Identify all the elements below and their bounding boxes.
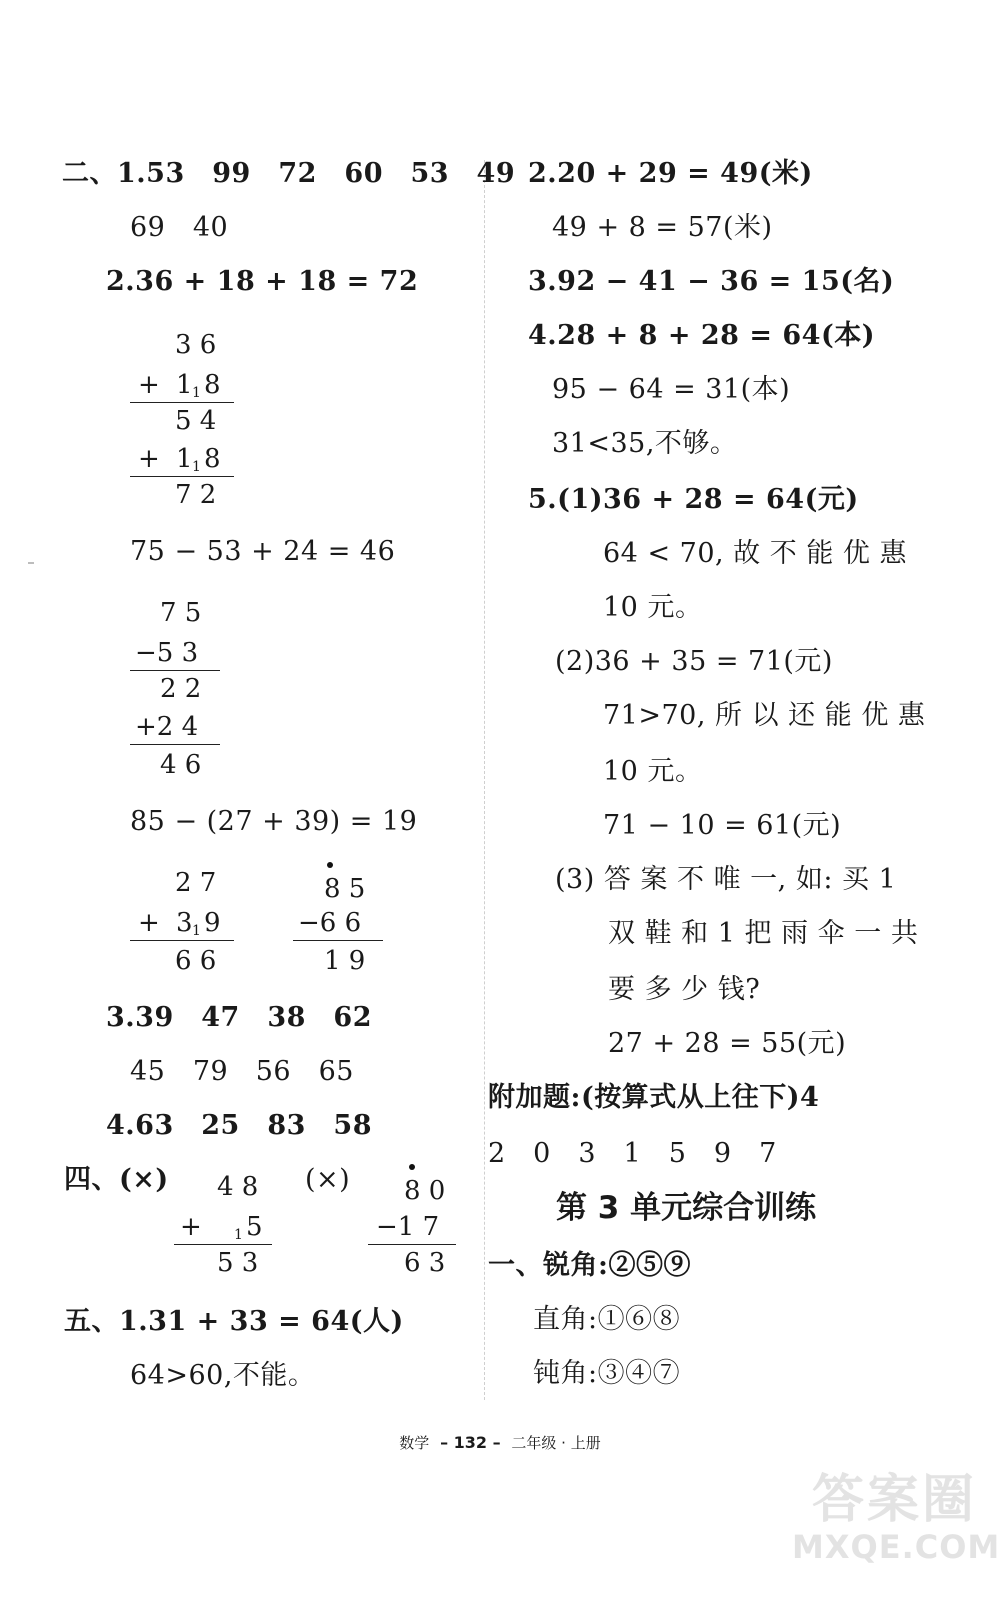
footer-subject: 数学 bbox=[399, 1434, 430, 1452]
right-q5-1-text: 64 < 70, 故 不 能 优 惠 bbox=[603, 538, 907, 569]
right-angles: 直角:①⑥⑧ bbox=[533, 1304, 681, 1335]
right-q5-2-text: 71>70, 所 以 还 能 优 惠 bbox=[603, 700, 926, 731]
right-q5-3: (3) 答 案 不 唯 一, 如: 买 1 bbox=[555, 864, 897, 895]
section-2-q3-cont: 45 79 56 65 bbox=[130, 1056, 354, 1087]
right-q5-3-equation: 27 + 28 = 55(元) bbox=[608, 1028, 847, 1059]
unit-heading: 第 3 单元综合训练 bbox=[556, 1190, 817, 1226]
section-5-q1-answer: 64>60,不能。 bbox=[130, 1360, 316, 1391]
right-q5-2: (2)36 + 35 = 71(元) bbox=[555, 646, 833, 677]
footer-grade: 二年级 · 上册 bbox=[511, 1434, 601, 1452]
section-2-q3: 3.39 47 38 62 bbox=[106, 1002, 372, 1033]
section-5-q1: 五、1.31 + 33 = 64(人) bbox=[64, 1306, 404, 1337]
equation-3: 85 − (27 + 39) = 19 bbox=[130, 806, 418, 837]
page-number: – 132 – bbox=[440, 1433, 501, 1452]
section-2-q1-cont: 69 40 bbox=[130, 212, 229, 243]
right-q2-step2: 49 + 8 = 57(米) bbox=[552, 212, 773, 243]
right-q5-2-step2: 71 − 10 = 61(元) bbox=[603, 810, 842, 841]
section-4-label: 四、(×) bbox=[64, 1164, 169, 1195]
acute-angles: 一、锐角:②⑤⑨ bbox=[488, 1250, 691, 1281]
section-2-q2: 2.36 + 18 + 18 = 72 bbox=[106, 266, 419, 297]
right-q5-1-text2: 10 元。 bbox=[603, 592, 703, 623]
bonus-question: 附加题:(按算式从上往下)4 bbox=[488, 1082, 820, 1113]
section-2-q1: 二、1.53 99 72 60 53 49 bbox=[62, 158, 516, 189]
right-q4-answer: 31<35,不够。 bbox=[552, 428, 738, 459]
borrow-dot bbox=[327, 862, 333, 868]
section-2-q4: 4.63 25 83 58 bbox=[106, 1110, 372, 1141]
column-divider bbox=[484, 160, 485, 1400]
right-q5-1: 5.(1)36 + 28 = 64(元) bbox=[528, 484, 859, 515]
right-q4-step2: 95 − 64 = 31(本) bbox=[552, 374, 791, 405]
borrow-dot bbox=[409, 1164, 415, 1170]
section-4-label-2: (×) bbox=[305, 1164, 351, 1195]
right-q5-2-text2: 10 元。 bbox=[603, 756, 703, 787]
obtuse-angles: 钝角:③④⑦ bbox=[533, 1358, 681, 1389]
bonus-answer: 2 0 3 1 5 9 7 bbox=[488, 1138, 777, 1169]
page-footer bbox=[0, 1432, 1000, 1453]
right-q5-3-text: 双 鞋 和 1 把 雨 伞 一 共 bbox=[608, 918, 919, 949]
right-q5-3-text2: 要 多 少 钱? bbox=[608, 974, 761, 1005]
scan-mark bbox=[28, 562, 34, 564]
watermark: 答案圈 MXQE.COM bbox=[792, 1470, 1000, 1566]
equation-2: 75 − 53 + 24 = 46 bbox=[130, 536, 396, 567]
right-q4: 4.28 + 8 + 28 = 64(本) bbox=[528, 320, 876, 351]
right-q2: 2.20 + 29 = 49(米) bbox=[528, 158, 813, 189]
right-q3: 3.92 − 41 − 36 = 15(名) bbox=[528, 266, 895, 297]
